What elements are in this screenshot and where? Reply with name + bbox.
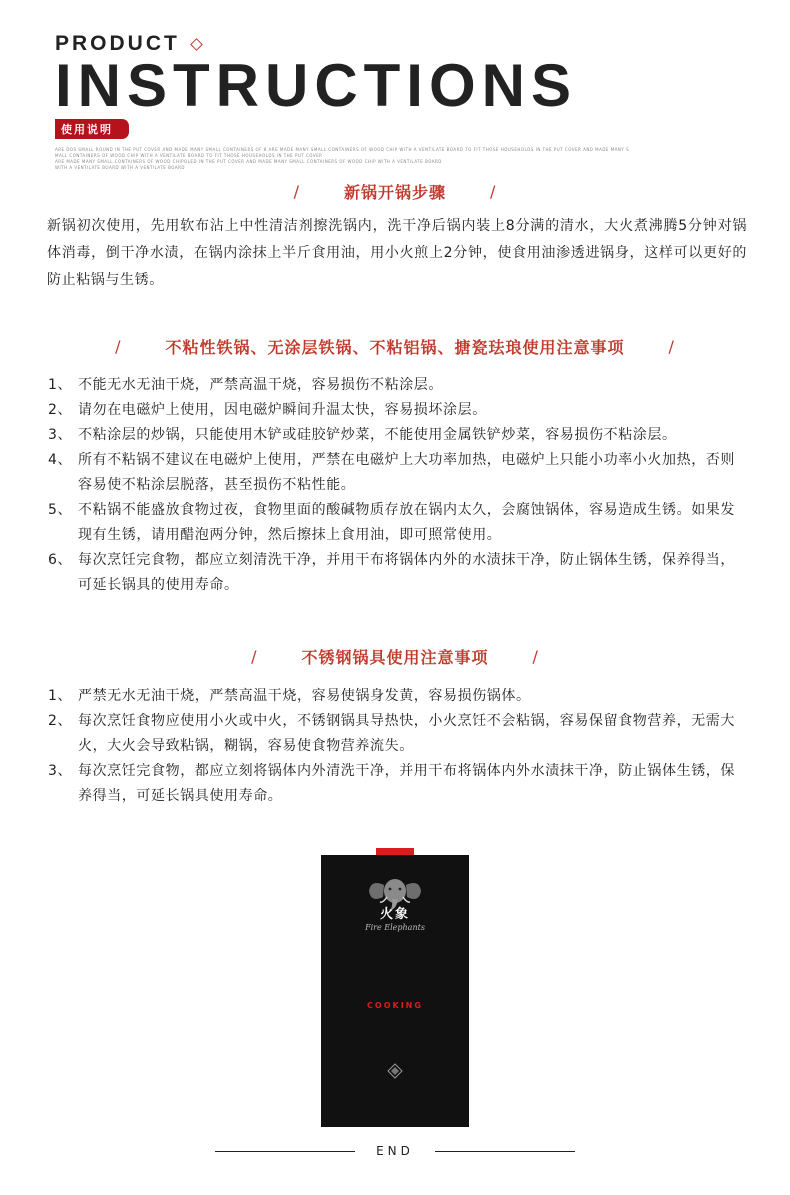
list-number: 3、	[48, 763, 73, 779]
section-title-text: 不粘性铁锅、无涂层铁锅、不粘铝锅、搪瓷珐琅使用注意事项	[165, 338, 625, 357]
nonstick-list	[48, 373, 748, 598]
fine-print	[55, 147, 755, 171]
list-text: 所有不粘锅不建议在电磁炉上使用，严禁在电磁炉上大功率加热，电磁炉上只能小功率小火加热，否则容易使不粘涂层脱落，甚至损伤不粘性能。	[78, 452, 735, 493]
slash-icon: /	[668, 337, 675, 356]
section-title-text: 新锅开锅步骤	[343, 183, 446, 202]
slash-icon: /	[251, 647, 258, 666]
section-title-nonstick	[0, 335, 790, 358]
list-number: 5、	[48, 502, 73, 518]
list-text: 不粘锅不能盛放食物过夜，食物里面的酸碱物质存放在锅内太久，会腐蚀锅体，容易造成生锈。如果发现有生锈，请用醋泡两分钟，然后擦抹上食用油，即可照常使用。	[78, 502, 735, 543]
section-paragraph: 新锅初次使用，先用软布沾上中性清洁剂擦洗锅内，洗干净后锅内装上8分满的清水，大火煮沸腾5分钟对锅体消毒，倒干净水渍，在锅内涂抹上半斤食用油，用小火煎上2分钟，使食用油渗透进锅身，这样可以更好的防止粘锅与生锈。	[47, 218, 747, 288]
diamond-icon	[190, 38, 203, 51]
brand-name-en: Fire Elephants	[365, 923, 425, 932]
list-text: 每次烹饪完食物，都应立刻将锅体内外清洗干净，并用干布将锅体内外水渍抹干净，防止锅体生锈，保养得当，可延长锅具使用寿命。	[78, 763, 735, 804]
list-text: 严禁无水无油干烧，严禁高温干烧，容易使锅身发黄，容易损伤锅体。	[78, 688, 531, 704]
list-text: 每次烹饪食物应使用小火或中火，不锈钢锅具导热快，小火烹饪不会粘锅，容易保留食物营养，无需大火，大火会导致粘锅，糊锅，容易使食物营养流失。	[78, 713, 735, 754]
list-text: 请勿在电磁炉上使用，因电磁炉瞬间升温太快，容易损坏涂层。	[78, 402, 487, 418]
list-number: 1、	[48, 688, 73, 704]
cooking-label: COOKING	[367, 1001, 423, 1010]
package-face	[321, 855, 469, 1127]
package-box	[321, 855, 469, 1127]
list-item	[48, 398, 748, 423]
list-text: 不能无水无油干烧，严禁高温干烧，容易损伤不粘涂层。	[78, 377, 443, 393]
list-item	[48, 498, 748, 548]
list-text: 每次烹饪完食物，都应立刻清洗干净，并用干布将锅体内外的水渍抹干净，防止锅体生锈，保养得当，可延长锅具的使用寿命。	[78, 552, 735, 593]
end-label: END	[376, 1144, 414, 1158]
diamond-emblem-icon	[387, 1063, 403, 1079]
list-number: 6、	[48, 552, 73, 568]
stainless-list	[48, 684, 748, 809]
list-item	[48, 448, 748, 498]
list-item	[48, 709, 748, 759]
list-number: 3、	[48, 427, 73, 443]
list-item	[48, 759, 748, 809]
fine-print-line: ARE MADE MANY SMALL CONTAINERS OF WOOD CHIPOLED IN THE PUT COVER AND MADE MANY SMALL CONTAINERS OF WOOD CHIP WITH A VENTILATE BOARD	[55, 159, 442, 164]
product-heading: PRODUCT	[55, 32, 180, 55]
list-number: 1、	[48, 377, 73, 393]
list-text: 不粘涂层的炒锅，只能使用木铲或硅胶铲炒菜，不能使用金属铁铲炒菜，容易损伤不粘涂层。	[78, 427, 677, 443]
section-title-stainless	[0, 645, 790, 668]
header	[55, 32, 755, 171]
list-number: 2、	[48, 402, 73, 418]
slash-icon: /	[115, 337, 122, 356]
list-number: 2、	[48, 713, 73, 729]
usage-badge: 使用说明	[55, 119, 129, 139]
list-item	[48, 423, 748, 448]
slash-icon: /	[490, 182, 497, 201]
slash-icon: /	[293, 182, 300, 201]
fine-print-line: MALL CONTAINERS OF WOOD CHIP WITH A VENTILATE BOARD TO FIT THOSE HOUSEHOLDS IN THE PUT COVER	[55, 153, 323, 158]
list-number: 4、	[48, 452, 73, 468]
slash-icon: /	[532, 647, 539, 666]
instructions-heading: INSTRUCTIONS	[55, 52, 577, 119]
brand-name-cn: 火象	[379, 907, 410, 922]
section-title-text: 不锈钢锅具使用注意事项	[301, 648, 489, 667]
list-item	[48, 373, 748, 398]
list-item	[48, 684, 748, 709]
section-title-new-pot	[0, 180, 790, 203]
fine-print-line: WITH A VENTILATE BOARD WITH A VENTILATE BOARD	[55, 165, 185, 170]
fine-print-line: ARE DOS SMALL ROUND IN THE PUT COVER AND MADE MANY SMALL CONTAINERS OF 8 ARE MADE MANY SMALL CONTAINERS OF WOOD CHIP WITH A VENTILATE BOARD TO FIT THOSE HOUSEHOLDS IN THE PUT COVER AND MADE MANY S	[55, 147, 630, 152]
list-item	[48, 548, 748, 598]
